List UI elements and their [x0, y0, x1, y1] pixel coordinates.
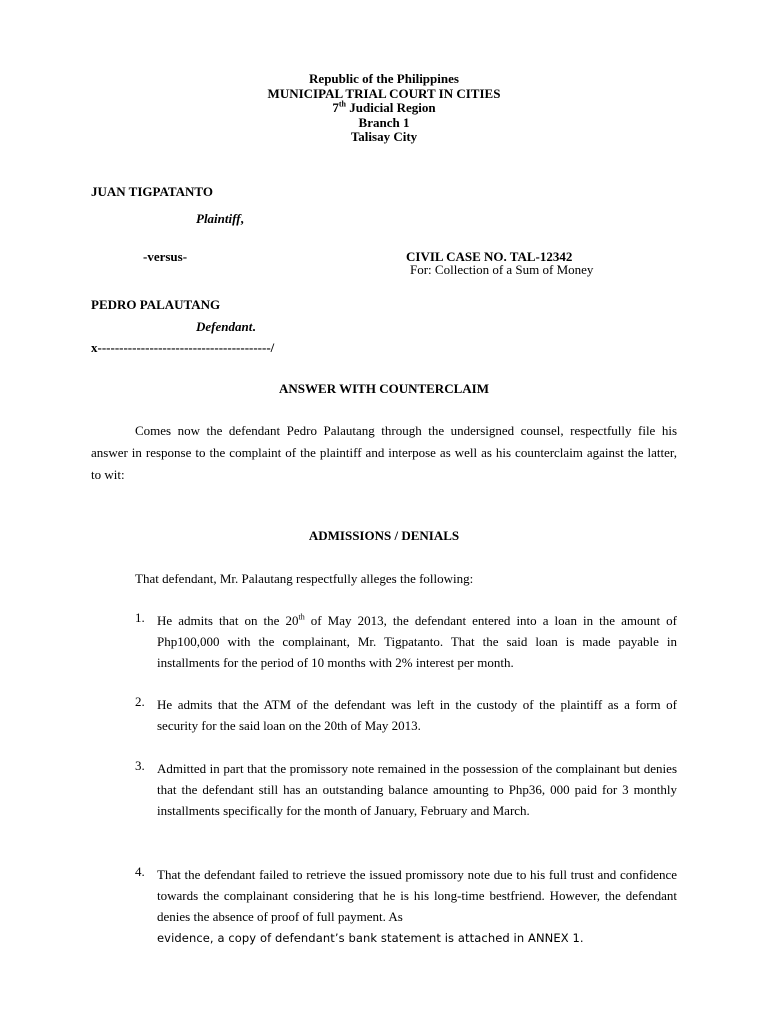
defendant-name: PEDRO PALAUTANG — [91, 297, 221, 312]
section-intro: That defendant, Mr. Palautang respectfully alleges the following: — [135, 571, 474, 586]
item-text-last-line: evidence, a copy of defendant’s bank statement is attached in ANNEX 1. — [157, 931, 584, 945]
item-text: Admitted in part that the promissory note remained in the possession of the complainant but denies that the defendant still has an outstanding balance amounting to Php36, 000 paid for 3 monthly installments specifically for the month of January, February and March. — [157, 761, 677, 818]
header-republic: Republic of the Philippines — [309, 71, 459, 86]
plaintiff-role: Plaintiff, — [196, 211, 244, 226]
defendant-role: Defendant. — [196, 319, 256, 334]
header-city: Talisay City — [350, 129, 418, 144]
item-number: 4. — [135, 864, 145, 879]
list-item — [135, 610, 677, 673]
item-text: He admits that the ATM of the defendant was left in the custody of the plaintiff as a form of security for the said loan on the 20th of May 2013. — [157, 697, 677, 733]
case-number: CIVIL CASE NO. TAL-12342 — [406, 249, 573, 264]
list-item — [135, 864, 677, 949]
court-header — [0, 72, 768, 145]
item-number: 2. — [135, 694, 145, 709]
case-nature: For: Collection of a Sum of Money — [410, 262, 594, 277]
item-text: That the defendant failed to retrieve the issued promissory note due to his full trust and confidence towards the complainant considering that he is his long-time bestfriend. However, the defendant denies the absence of proof of full payment. As evidence, a copy of defendant’s bank statement is attached in ANNEX 1. — [157, 867, 677, 945]
header-branch: Branch 1 — [358, 114, 410, 130]
list-item — [135, 694, 677, 736]
header-court: MUNICIPAL TRIAL COURT IN CITIES — [267, 85, 501, 101]
intro-paragraph: Comes now the defendant Pedro Palautang through the undersigned counsel, respectfully file his answer in response to the complaint of the plaintiff and interpose as well as his counterclaim against the latter, to wit: — [91, 423, 677, 482]
item-text: He admits that on the 20th of May 2013, the defendant entered into a loan in the amount of Php100,000 with the complainant, Mr. Tigpatanto. That the said loan is made payable in installments for the period of 10 months with 2% interest per month. — [157, 612, 677, 670]
section-title: ADMISSIONS / DENIALS — [308, 528, 460, 543]
plaintiff-name: JUAN TIGPATANTO — [91, 184, 213, 199]
item-number: 1. — [135, 610, 145, 625]
caption-separator: x----------------------------------------/ — [91, 340, 275, 355]
item-number: 3. — [135, 758, 145, 773]
versus-label: -versus- — [143, 249, 188, 264]
header-region: 7th Judicial Region — [332, 99, 436, 115]
document-title: ANSWER WITH COUNTERCLAIM — [279, 381, 489, 396]
list-item — [135, 758, 677, 821]
